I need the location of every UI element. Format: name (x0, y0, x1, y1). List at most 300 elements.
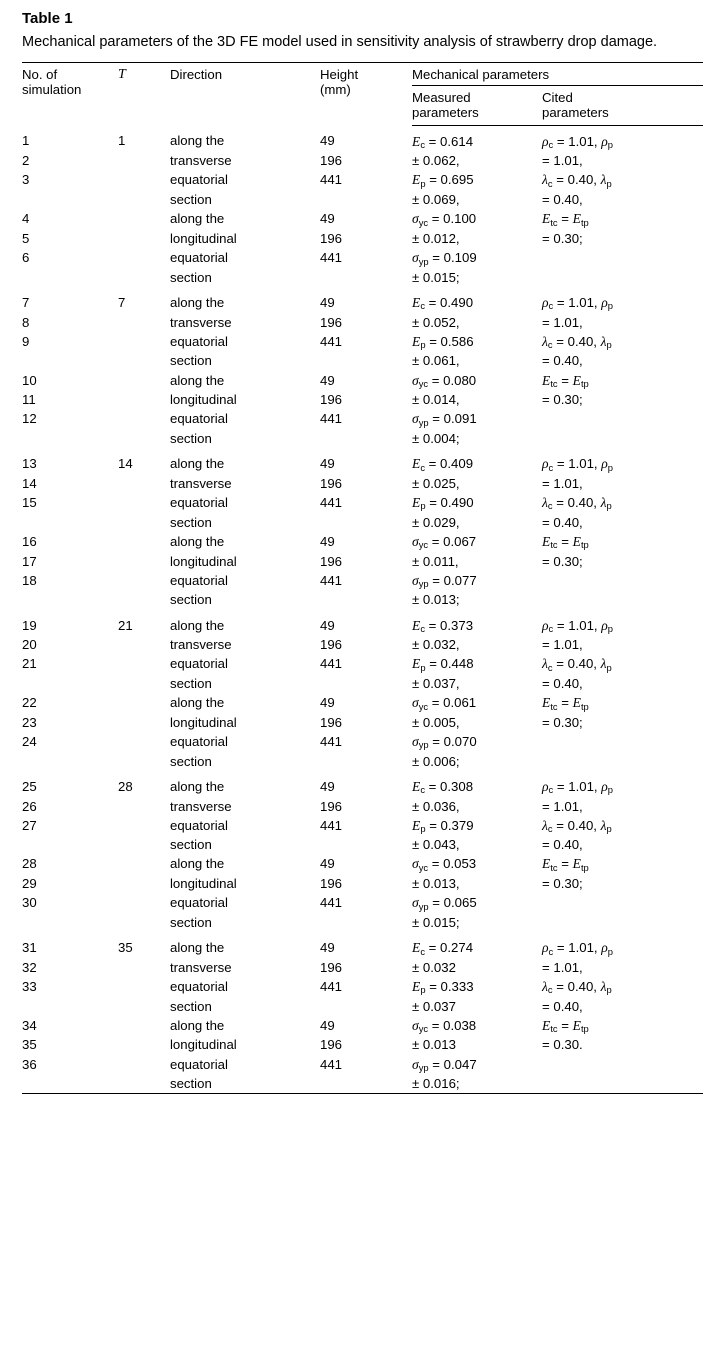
cell-height (320, 429, 412, 448)
cell-t (118, 248, 170, 268)
cell-measured-parameter: ± 0.061, (412, 353, 460, 369)
cell-height (320, 190, 412, 209)
table-row (22, 371, 703, 391)
cell-measured-parameter: ± 0.013 (412, 1037, 456, 1053)
cell-t (118, 313, 170, 332)
cell-height (320, 835, 412, 854)
cell-simulation-no: 32 (22, 959, 37, 975)
cell-t (118, 713, 170, 732)
cell-direction: equatorial (170, 656, 228, 672)
table-row (22, 732, 703, 752)
cell-height: 196 (320, 475, 343, 491)
cell-cited-parameter: = 1.01, (542, 959, 583, 975)
header-cited-parameters (542, 85, 703, 125)
cell-simulation-no: 27 (22, 817, 37, 833)
cell-t (118, 268, 170, 287)
cell-direction: equatorial (170, 734, 228, 749)
cell-simulation-no: 29 (22, 876, 37, 892)
cell-cited-parameter: = 0.30. (542, 1037, 583, 1053)
table-row (22, 977, 703, 997)
cell-simulation-no (22, 835, 118, 854)
cell-cited-parameter: = 0.30; (542, 876, 583, 892)
cell-measured-parameter: ± 0.013, (412, 876, 460, 892)
cell-measured-parameter: $\sigma_{yc} = 0.061$ (412, 695, 477, 712)
cell-height: 441 (320, 978, 343, 994)
cell-t (118, 170, 170, 190)
cell-direction: along the (170, 133, 225, 149)
cell-height: 196 (320, 153, 343, 169)
cell-cited-parameter (542, 1055, 703, 1075)
cell-simulation-no (22, 268, 118, 287)
cell-cited-parameter: $\lambda_c = 0.40$, $\lambda_p$ (542, 817, 612, 835)
cell-measured-parameter: ± 0.025, (412, 475, 460, 491)
cell-height: 441 (320, 333, 343, 349)
cell-t (118, 552, 170, 571)
cell-measured-parameter: ± 0.029, (412, 514, 460, 530)
cell-simulation-no: 18 (22, 572, 37, 588)
cell-direction: equatorial (170, 495, 228, 511)
cell-height: 49 (320, 211, 335, 227)
header-no-of-simulation (22, 62, 118, 125)
cell-simulation-no: 3 (22, 172, 30, 188)
cell-measured-parameter: $E_c = 0.490$ (412, 294, 474, 312)
table-row (22, 151, 703, 170)
cell-measured-parameter: $\sigma_{yp} = 0.091$ (412, 411, 477, 428)
table-row (22, 913, 703, 932)
cell-direction: equatorial (170, 333, 228, 349)
cell-t (118, 1055, 170, 1075)
cell-cited-parameter (542, 732, 703, 752)
cell-cited-parameter (542, 893, 703, 913)
table-row (22, 248, 703, 268)
cell-height: 441 (320, 734, 343, 749)
cell-t (118, 997, 170, 1016)
table-row (22, 1055, 703, 1075)
cell-t (118, 958, 170, 977)
cell-simulation-no: 34 (22, 1017, 37, 1033)
cell-height: 49 (320, 372, 335, 388)
table-row (22, 610, 703, 636)
cell-simulation-no: 23 (22, 714, 37, 730)
cell-simulation-no (22, 913, 118, 932)
cell-height (320, 913, 412, 932)
cell-simulation-no: 22 (22, 695, 37, 711)
cell-measured-parameter: $\sigma_{yc} = 0.053$ (412, 856, 477, 873)
cell-direction: transverse (170, 153, 232, 169)
cell-cited-parameter: = 1.01, (542, 475, 583, 491)
cell-measured-parameter: ± 0.036, (412, 798, 460, 814)
cell-direction: along the (170, 456, 225, 472)
cell-t (118, 1035, 170, 1054)
header-measured-line1: Measured (412, 89, 471, 105)
cell-direction: along the (170, 372, 225, 388)
cell-direction: along the (170, 211, 225, 227)
cell-measured-parameter: $\sigma_{yp} = 0.047$ (412, 1056, 477, 1074)
cell-measured-parameter: ± 0.005, (412, 714, 460, 730)
cell-measured-parameter: ± 0.037 (412, 998, 456, 1014)
cell-t (118, 797, 170, 816)
table-row (22, 797, 703, 816)
cell-simulation-no: 26 (22, 798, 37, 814)
cell-direction: along the (170, 778, 225, 794)
cell-measured-parameter: $E_p = 0.379$ (412, 817, 474, 835)
cell-simulation-no: 5 (22, 230, 30, 246)
cell-t: 1 (118, 133, 126, 149)
cell-direction: equatorial (170, 978, 228, 994)
cell-t: 14 (118, 456, 133, 472)
cell-measured-parameter: ± 0.004; (412, 431, 460, 447)
cell-direction: section (170, 914, 212, 930)
table-row (22, 209, 703, 229)
table-row (22, 816, 703, 836)
cell-measured-parameter: $\sigma_{yc} = 0.038$ (412, 1017, 477, 1035)
cell-height: 441 (320, 572, 343, 588)
cell-direction: longitudinal (170, 553, 237, 569)
cell-height: 196 (320, 876, 343, 892)
cell-cited-parameter: $\rho_c = 1.01$, $\rho_p$ (542, 940, 613, 957)
cell-direction: along the (170, 533, 225, 549)
cell-height (320, 1074, 412, 1094)
table-row (22, 493, 703, 513)
cell-cited-parameter: $\lambda_c = 0.40$, $\lambda_p$ (542, 495, 612, 512)
cell-height: 49 (320, 133, 335, 149)
cell-cited-parameter: $E_{tc} = E_{tp}$ (542, 695, 589, 712)
cell-measured-parameter: $E_c = 0.274$ (412, 940, 474, 957)
cell-height: 441 (320, 817, 343, 833)
cell-measured-parameter: $E_p = 0.695$ (412, 172, 474, 189)
table-row (22, 268, 703, 287)
header-height (320, 62, 412, 125)
cell-direction: section (170, 431, 212, 447)
cell-height: 441 (320, 656, 343, 672)
cell-simulation-no (22, 351, 118, 370)
cell-t (118, 1016, 170, 1036)
cell-simulation-no: 31 (22, 940, 37, 956)
table-row (22, 287, 703, 313)
cell-height: 441 (320, 895, 343, 911)
table-row (22, 835, 703, 854)
cell-direction: transverse (170, 637, 232, 653)
cell-direction: section (170, 1074, 320, 1094)
cell-cited-parameter: $\rho_c = 1.01$, $\rho_p$ (542, 617, 613, 634)
cell-t (118, 429, 170, 448)
cell-simulation-no: 30 (22, 895, 37, 911)
cell-direction: section (170, 998, 212, 1014)
cell-height: 49 (320, 778, 335, 794)
cell-measured-parameter: $\sigma_{yp} = 0.109$ (412, 250, 477, 267)
header-direction: Direction (170, 62, 320, 125)
header-mechanical-parameters: Mechanical parameters (412, 62, 703, 85)
cell-t (118, 674, 170, 693)
cell-t (118, 835, 170, 854)
cell-t: 21 (118, 617, 133, 633)
cell-measured-parameter: ± 0.015; (412, 269, 460, 285)
cell-height (320, 351, 412, 370)
cell-simulation-no: 36 (22, 1056, 37, 1072)
cell-measured-parameter: $E_c = 0.409$ (412, 456, 474, 473)
cell-measured-parameter: $\sigma_{yp} = 0.070$ (412, 734, 477, 751)
cell-height: 196 (320, 553, 343, 569)
cell-simulation-no: 21 (22, 656, 37, 672)
cell-simulation-no: 14 (22, 475, 37, 491)
cell-simulation-no: 7 (22, 294, 30, 310)
cell-simulation-no (22, 429, 118, 448)
cell-simulation-no (22, 590, 118, 609)
cell-measured-parameter: ± 0.052, (412, 314, 460, 330)
cell-cited-parameter (542, 752, 703, 771)
cell-direction: equatorial (170, 1056, 228, 1072)
table-header (22, 62, 703, 125)
cell-simulation-no (22, 1074, 118, 1094)
mechanical-parameters-table (22, 62, 703, 1095)
cell-cited-parameter: $\rho_c = 1.01$, $\rho_p$ (542, 456, 613, 473)
cell-simulation-no: 6 (22, 250, 30, 266)
cell-cited-parameter: $E_{tc} = E_{tp}$ (542, 372, 589, 389)
cell-t (118, 1074, 170, 1094)
cell-height: 196 (320, 314, 343, 330)
cell-direction: equatorial (170, 895, 228, 911)
table-row (22, 771, 703, 797)
cell-measured-parameter: $\sigma_{yc} = 0.080$ (412, 372, 477, 389)
cell-cited-parameter: $\rho_c = 1.01$, $\rho_p$ (542, 133, 613, 151)
cell-measured-parameter: $E_p = 0.448$ (412, 656, 474, 673)
table-row (22, 1016, 703, 1036)
cell-measured-parameter: ± 0.062, (412, 153, 460, 169)
cell-height (320, 674, 412, 693)
cell-cited-parameter: $\lambda_c = 0.40$, $\lambda_p$ (542, 978, 612, 996)
cell-simulation-no: 4 (22, 211, 30, 227)
cell-height: 49 (320, 456, 335, 472)
cell-t (118, 532, 170, 552)
table-row (22, 1035, 703, 1054)
cell-t (118, 893, 170, 913)
cell-t (118, 571, 170, 591)
table-row (22, 429, 703, 448)
cell-direction: section (170, 192, 212, 208)
cell-cited-parameter: = 0.30; (542, 392, 583, 408)
cell-direction: equatorial (170, 411, 228, 427)
table-row (22, 654, 703, 674)
cell-height (320, 752, 412, 771)
header-measured-line2: parameters (412, 104, 479, 120)
cell-t (118, 474, 170, 493)
cell-cited-parameter: = 0.30; (542, 553, 583, 569)
cell-cited-parameter: = 0.40, (542, 192, 583, 208)
cell-height: 49 (320, 1017, 335, 1033)
cell-cited-parameter: $\rho_c = 1.01$, $\rho_p$ (542, 778, 613, 796)
cell-simulation-no: 20 (22, 637, 37, 653)
cell-cited-parameter: $\lambda_c = 0.40$, $\lambda_p$ (542, 172, 612, 189)
table-row (22, 332, 703, 352)
cell-direction: section (170, 676, 212, 692)
cell-measured-parameter: ± 0.016; (412, 1074, 542, 1094)
cell-simulation-no (22, 513, 118, 532)
cell-t (118, 635, 170, 654)
cell-direction: along the (170, 940, 225, 956)
cell-simulation-no: 8 (22, 314, 30, 330)
cell-cited-parameter: $E_{tc} = E_{tp}$ (542, 533, 589, 551)
cell-direction: along the (170, 1017, 225, 1033)
header-row-main (22, 62, 703, 85)
cell-cited-parameter: $\rho_c = 1.01$, $\rho_p$ (542, 294, 613, 312)
cell-direction: section (170, 269, 212, 285)
cell-height: 196 (320, 1037, 343, 1053)
cell-cited-parameter (542, 248, 703, 268)
cell-height: 196 (320, 959, 343, 975)
cell-t (118, 493, 170, 513)
cell-simulation-no (22, 997, 118, 1016)
cell-direction: transverse (170, 798, 232, 814)
cell-simulation-no (22, 674, 118, 693)
cell-height: 196 (320, 637, 343, 653)
table-row (22, 674, 703, 693)
table-row (22, 590, 703, 609)
cell-direction: longitudinal (170, 230, 237, 246)
cell-measured-parameter: ± 0.013; (412, 592, 460, 608)
cell-direction: equatorial (170, 817, 228, 833)
cell-height (320, 513, 412, 532)
cell-measured-parameter: $E_p = 0.586$ (412, 333, 474, 351)
cell-cited-parameter: = 0.40, (542, 353, 583, 369)
cell-measured-parameter: ± 0.014, (412, 392, 460, 408)
cell-simulation-no (22, 752, 118, 771)
cell-cited-parameter (542, 1074, 703, 1094)
table-row (22, 571, 703, 591)
cell-cited-parameter: = 0.40, (542, 676, 583, 692)
cell-height: 196 (320, 798, 343, 814)
table-row (22, 125, 703, 151)
cell-direction: section (170, 837, 212, 853)
cell-simulation-no: 12 (22, 411, 37, 427)
table-row (22, 693, 703, 713)
cell-direction: along the (170, 695, 225, 711)
cell-direction: along the (170, 617, 225, 633)
cell-height: 441 (320, 495, 343, 511)
cell-measured-parameter: $\sigma_{yp} = 0.077$ (412, 572, 477, 590)
cell-t (118, 854, 170, 874)
cell-direction: equatorial (170, 572, 228, 588)
cell-measured-parameter: ± 0.015; (412, 914, 460, 930)
cell-t (118, 190, 170, 209)
table-row (22, 229, 703, 248)
table-row (22, 409, 703, 429)
cell-t (118, 209, 170, 229)
table-row (22, 532, 703, 552)
cell-cited-parameter: = 0.40, (542, 837, 583, 853)
cell-cited-parameter: $\lambda_c = 0.40$, $\lambda_p$ (542, 656, 612, 673)
cell-measured-parameter: ± 0.032, (412, 637, 460, 653)
cell-direction: along the (170, 294, 225, 310)
cell-height: 49 (320, 856, 335, 872)
cell-cited-parameter: = 0.40, (542, 514, 583, 530)
cell-measured-parameter: $E_p = 0.333$ (412, 978, 474, 996)
cell-simulation-no: 35 (22, 1037, 37, 1053)
cell-simulation-no: 9 (22, 333, 30, 349)
cell-simulation-no: 25 (22, 778, 37, 794)
cell-t (118, 693, 170, 713)
cell-simulation-no: 2 (22, 153, 30, 169)
cell-cited-parameter: = 0.30; (542, 714, 583, 730)
cell-t: 7 (118, 294, 126, 310)
cell-t (118, 371, 170, 391)
cell-t: 28 (118, 778, 133, 794)
table-row (22, 713, 703, 732)
cell-direction: section (170, 514, 212, 530)
header-t: T (118, 62, 170, 125)
cell-cited-parameter: = 1.01, (542, 314, 583, 330)
cell-height: 196 (320, 392, 343, 408)
table-row (22, 190, 703, 209)
cell-measured-parameter: ± 0.032 (412, 959, 456, 975)
table-row (22, 1074, 703, 1094)
cell-direction: equatorial (170, 172, 228, 188)
cell-measured-parameter: $\sigma_{yc} = 0.100$ (412, 211, 477, 228)
header-no-line1: No. of (22, 66, 58, 82)
cell-direction: along the (170, 856, 225, 872)
cell-cited-parameter (542, 571, 703, 591)
cell-cited-parameter: = 0.30; (542, 230, 583, 246)
cell-direction: longitudinal (170, 392, 237, 408)
cell-t (118, 654, 170, 674)
cell-direction: section (170, 592, 212, 608)
cell-t (118, 332, 170, 352)
header-measured-parameters (412, 85, 542, 125)
table-row (22, 390, 703, 409)
cell-direction: longitudinal (170, 1037, 237, 1053)
header-cited-line1: Cited (542, 89, 573, 105)
cell-direction: section (170, 353, 212, 369)
table-row (22, 351, 703, 370)
cell-t (118, 351, 170, 370)
table-row (22, 474, 703, 493)
cell-simulation-no: 11 (22, 392, 36, 408)
table-row (22, 313, 703, 332)
cell-direction: transverse (170, 475, 232, 491)
cell-t (118, 732, 170, 752)
table-row (22, 170, 703, 190)
cell-measured-parameter: $E_c = 0.308$ (412, 778, 474, 796)
cell-cited-parameter: $\lambda_c = 0.40$, $\lambda_p$ (542, 333, 612, 351)
cell-height (320, 997, 412, 1016)
cell-simulation-no: 15 (22, 495, 37, 511)
cell-measured-parameter: ± 0.012, (412, 230, 460, 246)
cell-t (118, 409, 170, 429)
cell-measured-parameter: ± 0.011, (412, 553, 459, 569)
cell-cited-parameter: = 1.01, (542, 153, 583, 169)
cell-t (118, 913, 170, 932)
cell-cited-parameter: $E_{tc} = E_{tp}$ (542, 1017, 589, 1035)
cell-height: 196 (320, 714, 343, 730)
cell-measured-parameter: $E_p = 0.490$ (412, 495, 474, 512)
cell-cited-parameter (542, 409, 703, 429)
cell-direction: transverse (170, 314, 232, 330)
cell-t (118, 816, 170, 836)
cell-simulation-no: 13 (22, 456, 37, 472)
header-no-line2: simulation (22, 81, 82, 97)
table-caption: Mechanical parameters of the 3D FE model used in sensitivity analysis of strawberry drop damage. (22, 34, 658, 50)
cell-cited-parameter: = 1.01, (542, 637, 583, 653)
cell-cited-parameter (542, 590, 703, 609)
cell-simulation-no: 28 (22, 856, 37, 872)
cell-measured-parameter: ± 0.069, (412, 192, 460, 208)
table-row (22, 448, 703, 474)
cell-simulation-no (22, 190, 118, 209)
cell-height: 441 (320, 250, 343, 266)
table-row (22, 958, 703, 977)
cell-simulation-no: 33 (22, 978, 37, 994)
cell-cited-parameter (542, 268, 703, 287)
header-height-line1: Height (320, 66, 359, 82)
